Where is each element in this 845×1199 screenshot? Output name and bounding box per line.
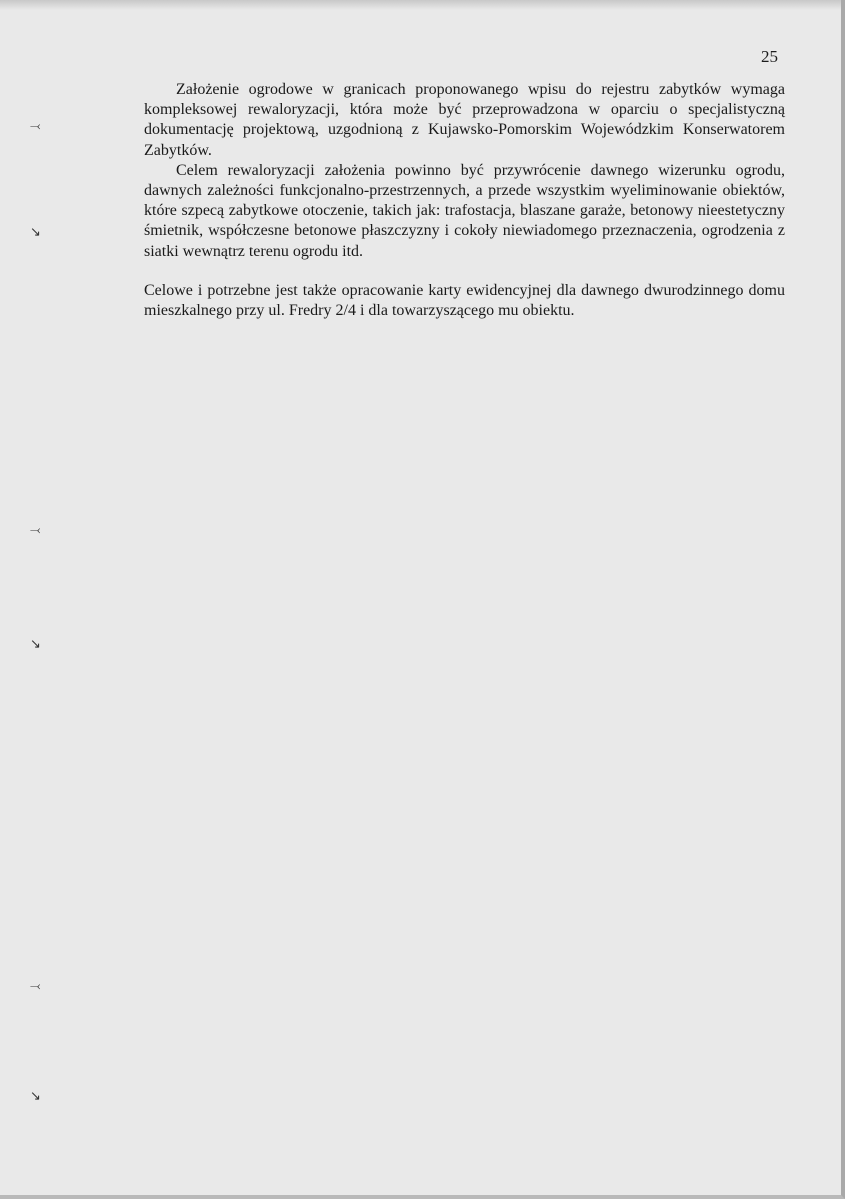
binding-mark-icon: ⤙ [30, 523, 41, 538]
body-text [144, 80, 785, 321]
page-number: 25 [761, 47, 778, 66]
paragraph-garden-revalorization: Założenie ogrodowe w granicach proponowanego wpisu do rejestru zabytków wymaga kompleksowej rewaloryzacji, która może być przeprowadzona w oparciu o specjalistyczną dokumentację projektową, uzgodnioną z Kujawsko-Pomorskim Wojewódzkim Konserwatorem Zabytków. [144, 81, 785, 159]
scan-shadow [0, 0, 845, 10]
binding-mark-icon: ↘ [30, 1089, 41, 1104]
binding-mark-icon: ↘ [30, 637, 41, 652]
paragraph-record-card: Celowe i potrzebne jest także opracowanie karty ewidencyjnej dla dawnego dwurodzinnego domu mieszkalnego przy ul. Fredry 2/4 i dla towarzyszącego mu obiektu. [144, 281, 785, 320]
binding-mark-icon: ⤙ [30, 979, 41, 994]
binding-mark-icon: ↘ [30, 225, 41, 240]
paragraph-revalorization-goal: Celem rewaloryzacji założenia powinno być przywrócenie dawnego wizerunku ogrodu, dawnych zależności funkcjonalno-przestrzennych, a przede wszystkim wyeliminowanie obiektów, które szpecą zabytkowe otoczenie, takich jak: trafostacja, blaszane garaże, betonowy nieestetyczny śmietnik, współczesne betonowe płaszczyzny i cokoły niewiadomego przeznaczenia, ogrodzenia z siatki wewnątrz terenu ogrodu itd. [144, 161, 785, 260]
binding-mark-icon: ⤙ [30, 119, 41, 134]
